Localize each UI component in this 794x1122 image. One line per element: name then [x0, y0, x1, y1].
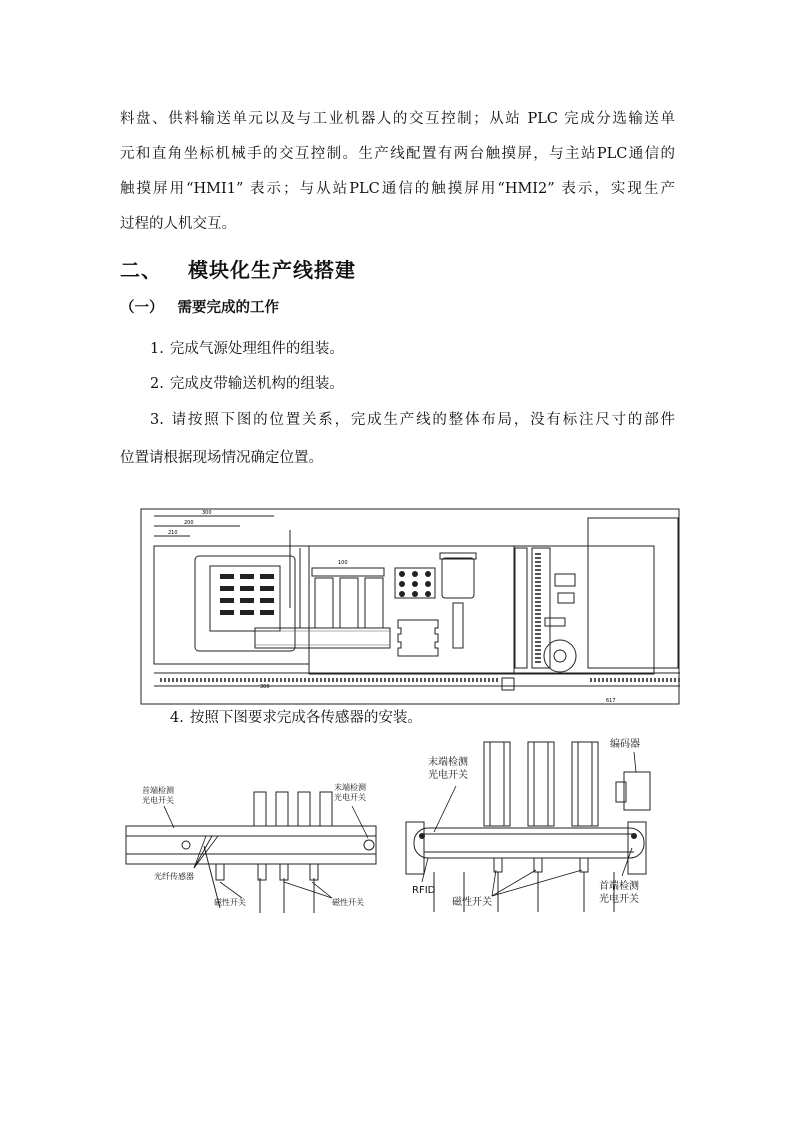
production-line-layout-drawing — [140, 508, 680, 705]
subsection-title: 需要完成的工作 — [177, 300, 279, 316]
dim-100: 100 — [338, 560, 348, 566]
subsection-number: （一） — [120, 300, 164, 316]
right-encoder-label: 编码器 — [610, 739, 640, 750]
section-number: 二、 — [120, 258, 162, 282]
intro-line-2: 元和直角坐标机械手的交互控制。生产线配置有两台触摸屏，与主站PLC通信的 — [120, 146, 675, 162]
task-item-3-continuation: 位置请根据现场情况确定位置。 — [120, 450, 323, 466]
right-rfid-label: RFID — [412, 885, 436, 896]
dim-617: 617 — [606, 698, 616, 704]
intro-paragraph — [120, 102, 675, 242]
section-title: 模块化生产线搭建 — [188, 258, 356, 282]
dim-300-bottom: 300 — [260, 684, 270, 690]
left-tail-sensor-label: 末端检测 光电开关 — [334, 783, 366, 802]
dim-300-top: 300 — [202, 510, 212, 516]
intro-line-4: 过程的人机交互。 — [120, 216, 236, 232]
right-head-sensor-label: 首端检测 光电开关 — [599, 881, 639, 905]
intro-line-3: 触摸屏用“HMI1” 表示；与从站PLC通信的触摸屏用“HMI2” 表示，实现生产 — [120, 181, 675, 197]
right-magnetic-switch-label: 磁性开关 — [452, 897, 492, 908]
left-fiber-sensor-label: 光纤传感器 — [154, 872, 194, 881]
task-item-1: 1. 完成气源处理组件的组装。 — [150, 341, 344, 357]
left-magnetic-switch-label-1: 磁性开关 — [214, 898, 246, 907]
dim-210: 210 — [168, 530, 178, 536]
left-magnetic-switch-label-2: 磁性开关 — [332, 898, 364, 907]
left-head-sensor-label: 首端检测 光电开关 — [142, 786, 174, 805]
subsection-heading — [120, 296, 279, 317]
intro-line-1: 料盘、供料输送单元以及与工业机器人的交互控制；从站 PLC 完成分选输送单 — [120, 111, 675, 127]
right-tail-sensor-label: 末端检测 光电开关 — [428, 757, 468, 781]
task-item-2: 2. 完成皮带输送机构的组装。 — [150, 376, 344, 392]
dim-200: 200 — [184, 520, 194, 526]
task-item-4: 4. 按照下图要求完成各传感器的安装。 — [170, 710, 422, 726]
task-item-3: 3. 请按照下图的位置关系，完成生产线的整体布局，没有标注尺寸的部件 — [150, 412, 675, 428]
section-heading — [120, 254, 356, 283]
